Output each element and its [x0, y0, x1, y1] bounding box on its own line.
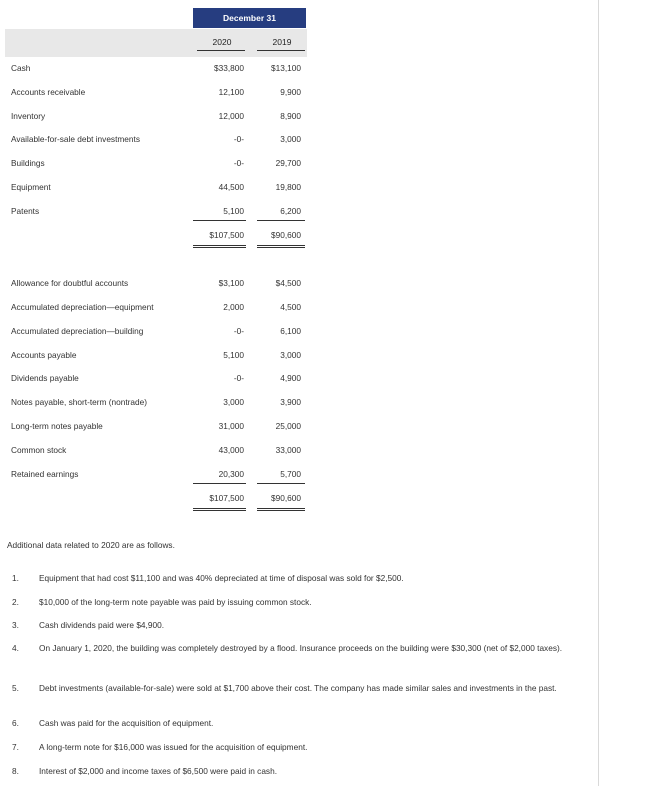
subtotal-rule	[257, 220, 305, 221]
assets-row-label: Equipment	[11, 182, 51, 192]
liabilities-row-2019: 3,000	[280, 350, 301, 360]
liabilities-row-label: Dividends payable	[11, 373, 79, 383]
liabilities-row-2019: 33,000	[275, 445, 301, 455]
list-item-text: Cash was paid for the acquisition of equipment.	[39, 718, 214, 728]
subtotal-rule	[193, 483, 246, 484]
assets-row-2019: 19,800	[275, 182, 301, 192]
liabilities-row-label: Common stock	[11, 445, 67, 455]
list-item-number: 3.	[12, 620, 19, 630]
total-rule	[193, 245, 246, 246]
list-item-number: 5.	[12, 683, 19, 693]
year-2019-rule	[257, 50, 305, 51]
assets-row-label: Inventory	[11, 111, 46, 121]
assets-row-2020: 12,000	[218, 111, 244, 121]
liabilities-row-2020: 31,000	[218, 421, 244, 431]
liabilities-row-2019: 5,700	[280, 469, 301, 479]
assets-row-2020: 44,500	[218, 182, 244, 192]
liabilities-row-2019: 4,900	[280, 373, 301, 383]
liabilities-row-2020: 43,000	[218, 445, 244, 455]
assets-row-2020: -0-	[233, 158, 244, 168]
liabilities-row-2020: 20,300	[218, 469, 244, 479]
assets-row-2019: 8,900	[280, 111, 301, 121]
liabilities-row-2019: 6,100	[280, 326, 301, 336]
liabilities-total-2019: $90,600	[271, 493, 301, 503]
liabilities-row-2020: 5,100	[223, 350, 244, 360]
assets-total-2019: $90,600	[271, 230, 301, 240]
assets-row-label: Available-for-sale debt investments	[11, 134, 140, 144]
liabilities-row-label: Long-term notes payable	[11, 421, 103, 431]
assets-row-2020: 5,100	[223, 206, 244, 216]
list-item-text: $10,000 of the long-term note payable was paid by issuing common stock.	[39, 597, 312, 607]
list-item-text: Equipment that had cost $11,100 and was 40% depreciated at time of disposal was sold for $2,500.	[39, 573, 404, 583]
liabilities-total-2020: $107,500	[209, 493, 244, 503]
year-2020-rule	[197, 50, 245, 51]
list-item-number: 1.	[12, 573, 19, 583]
assets-total-2020: $107,500	[209, 230, 244, 240]
assets-row-2019: 3,000	[280, 134, 301, 144]
list-item-text: Interest of $2,000 and income taxes of $6,500 were paid in cash.	[39, 766, 277, 776]
total-rule	[257, 245, 305, 246]
liabilities-row-2020: -0-	[233, 373, 244, 383]
subtotal-rule	[257, 483, 305, 484]
list-item-text: Cash dividends paid were $4,900.	[39, 620, 164, 630]
assets-row-label: Patents	[11, 206, 40, 216]
assets-row-2020: $33,800	[214, 63, 244, 73]
list-item-text: On January 1, 2020, the building was completely destroyed by a flood. Insurance proceeds on the building were $30,300 (net of $2,000 taxes).	[39, 643, 563, 653]
list-item-number: 8.	[12, 766, 19, 776]
assets-row-2020: -0-	[233, 134, 244, 144]
list-item-number: 4.	[12, 643, 19, 653]
liabilities-row-label: Accounts payable	[11, 350, 77, 360]
assets-row-2020: 12,100	[218, 87, 244, 97]
liabilities-row-2019: $4,500	[275, 278, 301, 288]
total-rule	[193, 508, 246, 509]
assets-row-2019: 6,200	[280, 206, 301, 216]
header-title: December 31	[223, 13, 276, 23]
list-item-number: 7.	[12, 742, 19, 752]
list-item-number: 6.	[12, 718, 19, 728]
liabilities-row-label: Allowance for doubtful accounts	[11, 278, 129, 288]
assets-row-2019: 29,700	[275, 158, 301, 168]
liabilities-row-2019: 3,900	[280, 397, 301, 407]
liabilities-row-2020: 3,000	[223, 397, 244, 407]
assets-row-label: Accounts receivable	[11, 87, 86, 97]
additional-data-title: Additional data related to 2020 are as follows.	[7, 540, 175, 550]
list-item-text: A long-term note for $16,000 was issued for the acquisition of equipment.	[39, 742, 308, 752]
liabilities-row-label: Notes payable, short-term (nontrade)	[11, 397, 148, 407]
liabilities-row-2019: 4,500	[280, 302, 301, 312]
list-item-number: 2.	[12, 597, 19, 607]
year-2019-header: 2019	[272, 37, 292, 47]
year-2020-header: 2020	[212, 37, 232, 47]
liabilities-row-label: Retained earnings	[11, 469, 79, 479]
page-border	[598, 0, 599, 786]
liabilities-row-label: Accumulated depreciation—equipment	[11, 302, 154, 312]
liabilities-row-2020: -0-	[233, 326, 244, 336]
liabilities-row-label: Accumulated depreciation—building	[11, 326, 144, 336]
assets-row-2019: 9,900	[280, 87, 301, 97]
assets-row-label: Buildings	[11, 158, 45, 168]
assets-row-2019: $13,100	[271, 63, 301, 73]
total-rule	[193, 510, 246, 511]
total-rule	[193, 247, 246, 248]
liabilities-row-2020: $3,100	[218, 278, 244, 288]
total-rule	[257, 510, 305, 511]
liabilities-row-2019: 25,000	[275, 421, 301, 431]
total-rule	[257, 508, 305, 509]
liabilities-row-2020: 2,000	[223, 302, 244, 312]
assets-row-label: Cash	[11, 63, 31, 73]
list-item-text: Debt investments (available-for-sale) were sold at $1,700 above their cost. The company has made similar sales and investments in the past.	[39, 683, 557, 693]
total-rule	[257, 247, 305, 248]
subtotal-rule	[193, 220, 246, 221]
